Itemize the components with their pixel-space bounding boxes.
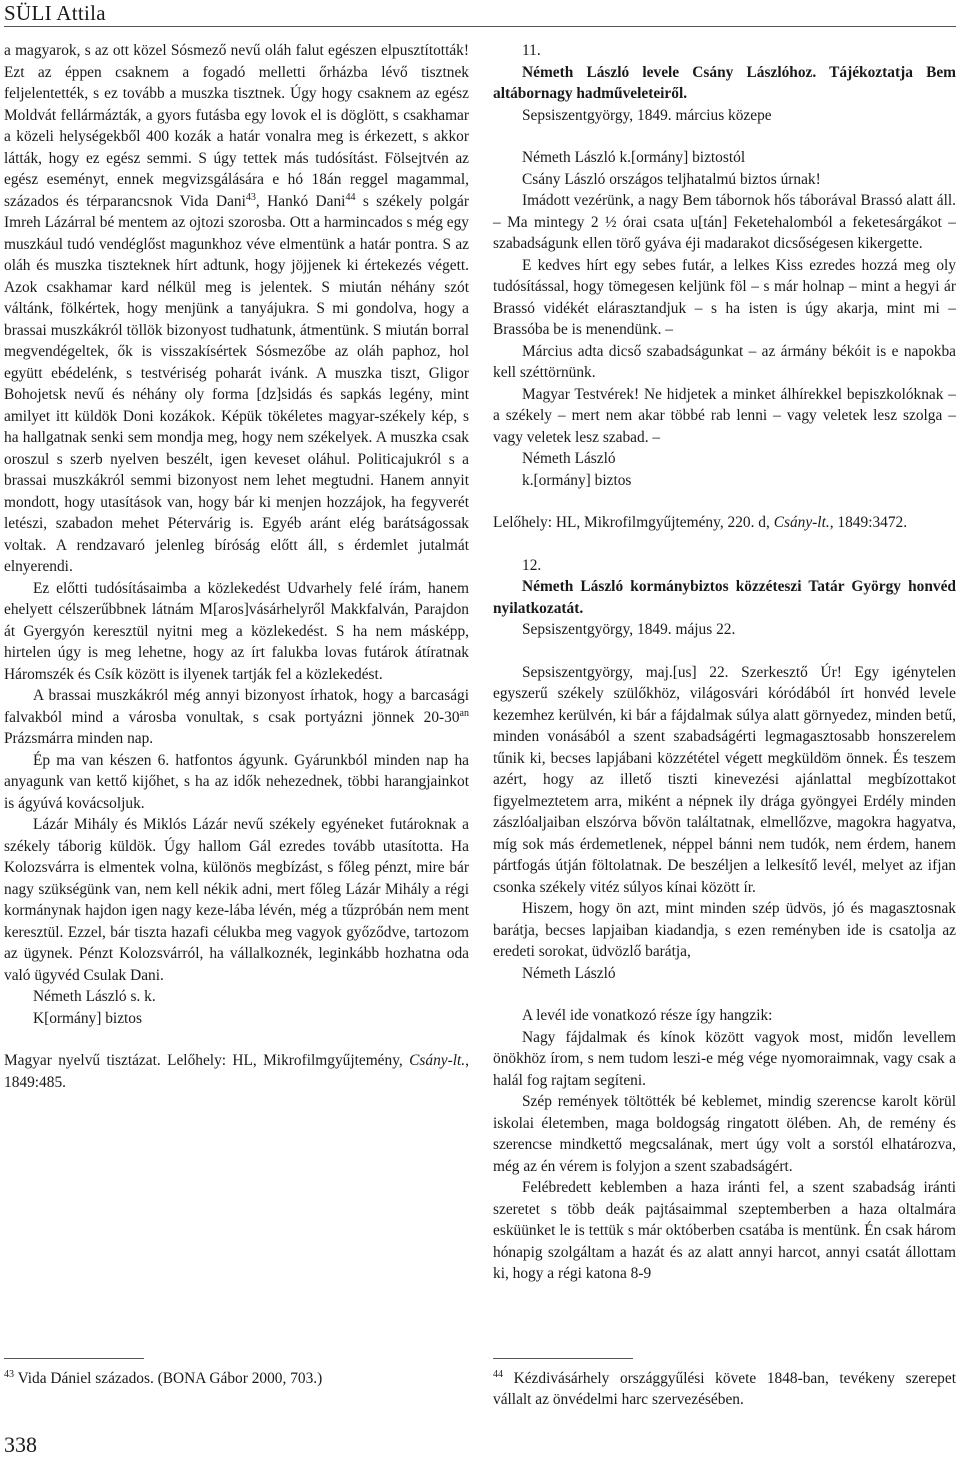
footnote-ref-43: 43: [245, 191, 256, 203]
document-place-date: Sepsiszentgyörgy, 1849. május 22.: [522, 621, 736, 638]
right-column: [493, 40, 956, 1285]
paragraph: a magyarok, s az ott közel Sósmező nevű oláh falut egészen elpusztították! Ezt az éppen csaknem a fogadó melletti őrházba lévő tisztnek feljelentették, s ez tovább a muszka tisztnek. Úgy hogy csaknem az egész Moldvát fellármázták, a gyors futásba egy lovok el is döglött, s csakhamar a közeli helységekből 400 kozák a határ vonalra meg is érkezett, s akkor látták, hogy ez egész semmi. S úgy tettek más tudósítást. Fölsejtvén az egész eseményt, ennek megvizsgálására e hó 18án reggel magammal, százados és térparancsnok Vida Dani$^{43}$, Hankó Dani$^{44}$ s székely polgár Imreh Lázárral bé mentem az ojtozi szorosba. Ott a harmincados s még egy muszkául tudó vendéglőst magunkhoz véve elmentünk a határ pontra. S az oláh és muszka tiszteknek hírt adtunk, hogy jöjjenek ki értekezés végett. Azok csakhamar kard nélkül meg is jelentek. S miután néhány szót váltánk, fölkértek, hogy menjünk a tanyájukra. S mi gondolva, hogy a brassai muszkákról töllök bizonyost tudhatunk, átmentünk. S miután borral megvendégeltek, ők is visszakísértek Sósmezőbe az oláh paphoz, hol együtt ebédelénk, s testvériség poharát ivánk. A muszka tiszt, Gligor Bohojetsk nevű és néhány oly forma [dz]sidás és sapkás legény, mint amilyet itt küldök Doni kozákok. Képük tökéletes magyar-székely kép, s ha hallgatnak senki sem mondja meg, hogy nem székelyek. A muszka csak oroszul s szerb nyelven beszélt, igen keveset oláhul. Politicajukról s a brassai muszkákról semmi bizonyost nem lehet megtudni. Hanem annyit mondott, hogy utasítások van, hogy bár ki menjen hozzájok, ha fegyverét letészi, szabadon mehet Pétervárig is. Egyéb aránt elég barátságossak voltak. A rendzavaró jelenleg bíróság előtt áll, s érdemlet jutalmát elnyerendi.: [4, 42, 469, 575]
paragraph: Ez előtti tudósításaimba a közlekedést Udvarhely felé írám, hanem ehelyett célszerűbbnek látnám M[aros]vásárhelyről Makkfalván, Parajdon át Gyergyón keresztül nyitni meg a közlekedést. S ha nem másképp, hirtelen úgy is meg lehetne, hogy az írt falukba lovas futárok átíratnak Háromszék és Csík között is ilyenek tartják fel a közlekedést.: [4, 579, 469, 683]
left-column: [4, 40, 469, 1093]
signature-title: K[ormány] biztos: [33, 1009, 142, 1027]
footnote-rule: [493, 1358, 633, 1359]
source-note: Magyar nyelvű tisztázat. Lelőhely: HL, Mikrofilmgyűjtemény, Csány-lt., 1849:485.: [4, 1052, 469, 1091]
footnote-43: $^{43}$ Vida Dániel százados. (BONA Gábor 2000, 703.): [4, 1368, 323, 1387]
page-number: 338: [4, 1432, 37, 1457]
paragraph: A brassai muszkákról még annyi bizonyost írhatok, hogy a barcasági falvakból mind a városba vonultak, s csak portyázni jönnek $20-30^{an}$ Prázsmárra minden nap.: [4, 687, 469, 747]
footnote-rule: [4, 1358, 144, 1359]
signature: Németh László: [522, 450, 616, 467]
letter-addressee: Csány László országos teljhatalmú biztos úrnak!: [522, 170, 821, 188]
signature-title: k.[ormány] biztos: [522, 471, 632, 489]
source-note: Lelőhely: HL, Mikrofilmgyűjtemény, 220. d, Csány-lt., 1849:3472.: [493, 514, 908, 531]
paragraph: Felébredett keblemben a haza iránti fel, a szent szabadság iránti szeretet s több deák pajtásaimmal szeptemberben a haza oltalmára esküünket le is tettük s már októberben csatába is mentünk. Én csak három hónapig szolgáltam a hazát és az alatt annyi harcot, annyi csatát állottam ki, hogy a régi katona 8-9: [493, 1179, 956, 1282]
footnote-44: $^{44}$ Kézdivásárhely országgyűlési követe 1848-ban, tevékeny szerepet vállalt az önvédelmi harc szervezésében.: [493, 1368, 956, 1408]
paragraph: Imádott vezérünk, a nagy Bem tábornok hős táborával Brassó alatt áll. – Ma mintegy 2 ½ órai csata u[tán] Feketehalomból a feketesárgákot – szabadságunk ellen törő gyáva éji madarakot dicsőségesen kikergette.: [493, 192, 956, 252]
document-title: Németh László kormánybiztos közzéteszi Tatár György honvéd nyilatkozatát.: [493, 578, 956, 617]
document-title: Németh László levele Csány Lászlóhoz. Tájékoztatja Bem altábornagy hadműveleteiről.: [493, 63, 956, 102]
letter-sender: Németh László k.[ormány] biztostól: [522, 149, 746, 166]
paragraph: Szép remények töltötték bé keblemet, mindig szerencse karolt körül iskolai életemben, maga boldogság ringatott ölében. Ah, de remény és szerencse mindkettő megcsalának, mert úgy volt a sorstól elhatározva, még az én vérem is folyjon a szent szabadságért.: [493, 1093, 956, 1175]
running-header: [4, 0, 956, 27]
paragraph: Magyar Testvérek! Ne hidjetek a minket álhírekkel bepiszkolóknak – a székely – mert nem akar többé rab lenni – vagy veletek lesz szolga – vagy veletek lesz szabad. –: [493, 385, 956, 446]
paragraph: A levél ide vonatkozó része így hangzik:: [522, 1007, 773, 1024]
document-place-date: Sepsiszentgyörgy, 1849. március közepe: [522, 106, 772, 124]
paragraph: Nagy fájdalmak és kínok között vagyok most, midőn levellem önökhöz írom, s nem tudom leszi-e még vége nyomoraimnak, vagy csak a halál fog rajtam segíteni.: [493, 1028, 956, 1089]
signature: Németh László: [522, 964, 616, 982]
paragraph: Sepsiszentgyörgy, maj.[us] 22. Szerkesztő Úr! Egy igénytelen egyszerű székely szülőkhöz, világosvári kóródából írt honvéd levele kezemhez kerülvén, ki bár a fájdalmak súlya alatt görnyedez, minden betű, minden vonásából a szent szabadságérti legmagasztosabb honszerelem tűnik ki, becses lapjábani közzététel végett megküldöm önnek. És teszem azért, hogy az illető tiszti kinevezési ajánlattal megbízottakot figyelmeztetem arra, miként a népnek ily drága gyöngyei Erdély minden zászlóaljaiban elszórva bővön találtatnak, elmellőzve, magokra hagyatva, míg sok más érdemetlenek, néppel bánni nem tudók, nem érdem, hanem pártfogás útján föltolatnak. De beszéljen a lelkesítő levél, melyet az ifjan csonka székely vitéz súlyos kínai között ír.: [493, 663, 956, 896]
paragraph: Március adta dicső szabadságunkat – az ármány békóit is e napokba kell széttörnünk.: [493, 342, 956, 381]
footnote-ref-44: 44: [345, 191, 356, 203]
paragraph: Ép ma van készen 6. hatfontos ágyunk. Gyárunkból minden nap ha anyagunk van kettő kijőhet, s ha az idők nehezednek, többi harangjainkot is ágyúvá kovácsoljuk.: [4, 751, 469, 812]
paragraph: E kedves hírt egy sebes futár, a lelkes Kiss ezredes hozzá meg oly tudósítással, hogy tömegesen keljünk föl – s már holnap – mint a hegyi ár Brassó vidékét elárasztandjuk – s ha isten is úgy akarja, mint mi – Brassóba be is menendünk. –: [493, 256, 956, 338]
paragraph: Hiszem, hogy ön azt, mint minden szép üdvös, jó és magasztosnak barátja, becses lapjaiban kiadandja, s ezen reményben ide is csatolja az eredeti sorokat, üdvözlő barátja,: [493, 900, 956, 960]
paragraph: Lázár Mihály és Miklós Lázár nevű székely egyéneket futároknak a székely táborig küldök. Úgy hallom Gál ezredes tovább utasította. Ha Kolozsvárra is elmentek volna, különös megbízást, s főleg pénzt, mire bár nagy szükségünk van, nem kell nékik adni, mert főleg Lázár Mihály a régi kormánynak hajdon igen nagy keze-lába lévén, még a tűzpróbán nem ment keresztül. Ezzel, bár tiszta hazafi célukba meg vagyok győződve, tartozom az ügynek. Pénzt Kolozsvárról, ha vállalkoznék, leginkább hozhatna oda való ügyvéd Csulak Dani.: [4, 816, 469, 984]
signature: Németh László s. k.: [33, 988, 156, 1005]
header-author: SÜLI Attila: [4, 1, 106, 25]
document-number: 12.: [522, 556, 542, 574]
document-number: 11.: [522, 42, 541, 59]
